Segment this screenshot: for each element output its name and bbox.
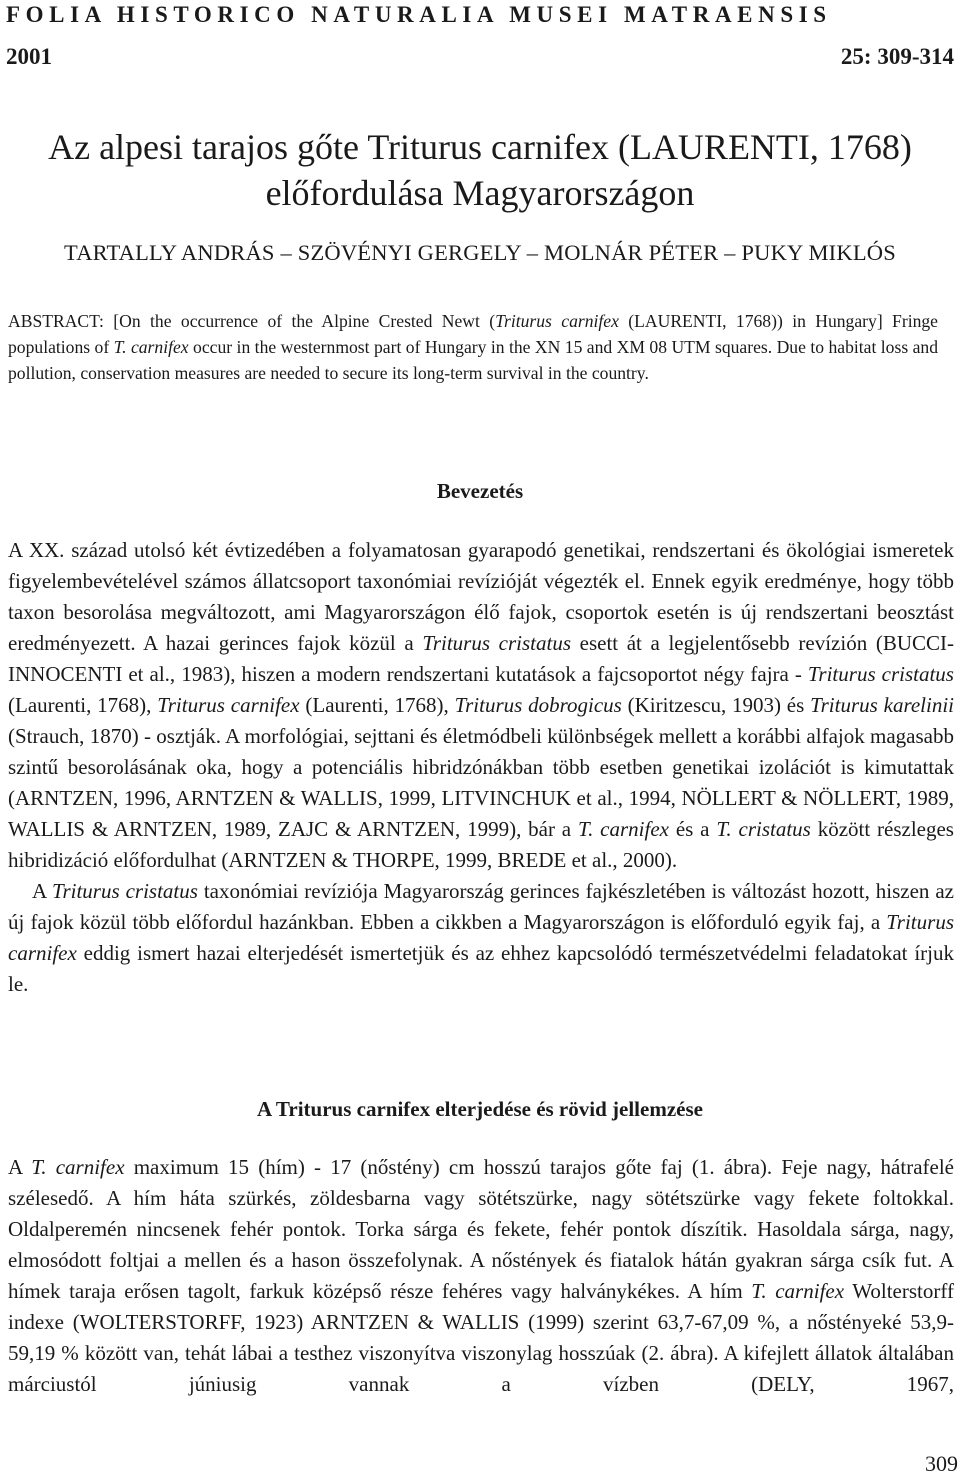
intro-paragraph-1 [8,535,954,876]
paragraph-text: A XX. század utolsó két évtizedében a folyamatosan gyarapodó genetikai, rendszertani és ökológiai ismeretek figyelembevételével számos állatcsoport taxonómiai revízióját végezték el. Ennek egyik eredménye, hogy több taxon besorolása megváltozott, ami Magyarországon élő fajok, csoportok esetén is új rendszertani beosztást eredményezett. A hazai gerinces fajok közül a [8,538,954,655]
author-list: TARTALLY ANDRÁS – SZÖVÉNYI GERGELY – MOLNÁR PÉTER – PUKY MIKLÓS [64,240,896,265]
taxon-name: T. cristatus [716,817,811,841]
abstract-text: (LAURENTI, 1768)) in Hungary] Fringe populations of [8,311,938,357]
section-2-heading: A Triturus carnifex elterjedése és rövid jellemzése [257,1097,703,1121]
paragraph-text: esett át a legjelentősebb revízión (BUCCI-INNOCENTI et al., 1983), hiszen a modern rendszertani kutatások a fajcsoportot négy fajra - [8,631,954,686]
taxon-name: Triturus cristatus [807,662,954,686]
taxon-name: Triturus dobrogicus [454,693,622,717]
publication-year: 2001 [6,44,52,69]
taxon-name: Triturus cristatus [422,631,571,655]
abstract-text: occur in the westernmost part of Hungary in the XN 15 and XM 08 UTM squares. Due to habitat loss and pollution, conservation measures are needed to secure its long-term survival in the country. [8,337,939,383]
journal-name: FOLIA HISTORICO NATURALIA MUSEI MATRAENSIS [6,2,832,27]
taxon-name: Triturus carnifex [157,693,300,717]
page-number: 309 [925,1451,958,1476]
section-2-body [8,1152,954,1400]
volume-pages: 25: 309-314 [840,44,954,69]
paragraph-text: (Laurenti, 1768), [299,693,455,717]
abstract-text: ABSTRACT: [On the occurrence of the Alpine Crested Newt ( [8,311,496,331]
paragraph-text: eddig ismert hazai elterjedését ismertetjük és az ehhez kapcsolódó természetvédelmi feladatokat írjuk le. [8,941,954,996]
abstract-taxon: Triturus carnifex [495,311,619,331]
taxon-name: Triturus karelinii [810,693,954,717]
paragraph-text: A [8,1155,32,1179]
paragraph-text: (Strauch, 1870) - osztják. A morfológiai, sejttani és életmódbeli különbségek mellett a korábbi alfajok magasabb szintű besorolásának oka, hogy a potenciális hibridzónákban több esetben genetikai izolációt is kimutattak (ARNTZEN, 1996, ARNTZEN & WALLIS, 1999, LITVINCHUK et al., 1994, NÖLLERT & NÖLLERT, 1989, WALLIS & ARNTZEN, 1989, ZAJC & ARNTZEN, 1999), bár a [8,724,954,841]
paragraph-text: Wolterstorff indexe (WOLTERSTORFF, 1923) ARNTZEN & WALLIS (1999) szerint 63,7-67,09 %, a nőstényeké 53,9-59,19 % között van, tehát lábai a testhez viszonyítva viszonylag hosszúak (2. ábra). A kifejlett állatok általában márciustól júniusig vannak a vízben (DELY, 1967, [8,1279,954,1396]
taxon-name: T. carnifex [31,1155,125,1179]
paragraph-text: között részleges hibridizáció előfordulhat (ARNTZEN & THORPE, 1999, BREDE et al., 2000). [8,817,954,872]
taxon-name: T. carnifex [577,817,669,841]
section-2-paragraph-1 [8,1152,954,1400]
paragraph-text: A [32,879,52,903]
taxon-name: T. carnifex [751,1279,845,1303]
paragraph-text: (Laurenti, 1768), [8,693,158,717]
intro-heading: Bevezetés [436,479,524,503]
taxon-name: Triturus carnifex [8,910,954,965]
abstract-taxon: T. carnifex [113,337,189,357]
article-title [0,124,960,216]
abstract [8,308,938,386]
paragraph-text: és a [668,817,717,841]
title-line-1: Az alpesi tarajos gőte Triturus carnifex (LAURENTI, 1768) [48,127,912,167]
taxon-name: Triturus cristatus [51,879,198,903]
title-line-2: előfordulása Magyarországon [265,173,695,213]
intro-paragraph-2 [8,876,954,1000]
paragraph-text: (Kiritzescu, 1903) és [621,693,811,717]
issue-row [6,44,954,70]
paragraph-text: maximum 15 (hím) - 17 (nőstény) cm hosszú tarajos gőte faj (1. ábra). Feje nagy, hátrafelé szélesedő. A hím háta szürkés, zöldesbarna vagy sötétszürke, nagy sötétszürke vagy fekete foltokkal. Oldalperemén nincsenek fehér pontok. Torka sárga és fekete, fehér pontok díszítik. Hasoldala sárga, nagy, elmosódott foltjai a mellen és a hason összefolynak. A nőstények és fiatalok hátán gyakran sárga csík fut. A hímek taraja erősen tagolt, farkuk középső része fehéres vagy halványkékes. A hím [8,1155,954,1303]
paragraph-text: taxonómiai revíziója Magyarország gerinces fajkészletében is változást hozott, hiszen az új fajok közül több előfordul hazánkban. Ebben a cikkben a Magyarországon is előforduló egyik faj, a [8,879,954,934]
intro-body [8,535,954,1000]
